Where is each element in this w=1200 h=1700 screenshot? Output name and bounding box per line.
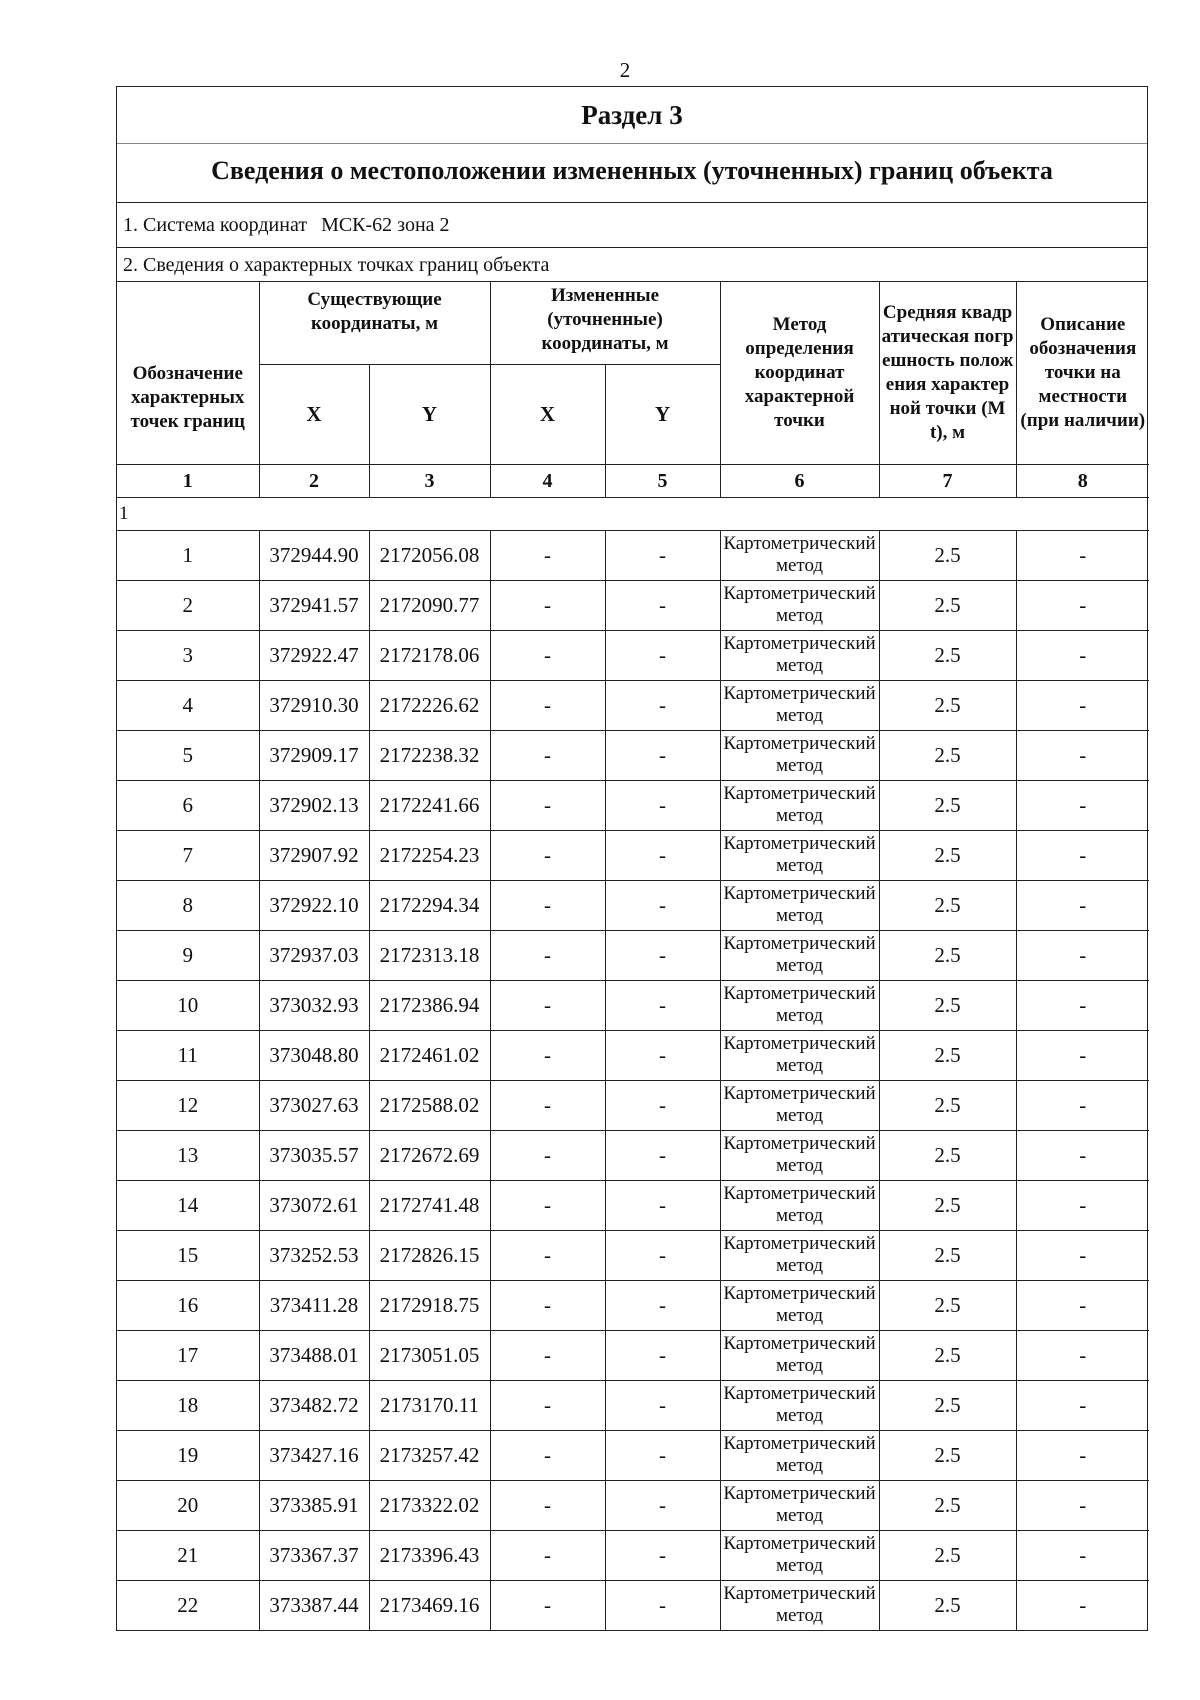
- existing-y-cell: 2173396.43: [369, 1530, 490, 1580]
- method-cell: Картометрический метод: [720, 680, 879, 730]
- existing-x-cell: 373411.28: [259, 1280, 369, 1330]
- existing-x-cell: 372907.92: [259, 830, 369, 880]
- method-cell: Картометрический метод: [720, 1580, 879, 1630]
- mt-cell: 2.5: [879, 1180, 1016, 1230]
- existing-x-cell: 372902.13: [259, 780, 369, 830]
- mt-cell: 2.5: [879, 1580, 1016, 1630]
- mt-cell: 2.5: [879, 780, 1016, 830]
- header-existing-coords: Существующие координаты, м: [259, 282, 490, 364]
- column-number: 6: [720, 464, 879, 497]
- changed-x-cell: -: [490, 1580, 605, 1630]
- point-number-cell: 6: [117, 780, 259, 830]
- mt-cell: 2.5: [879, 1230, 1016, 1280]
- header-mt: Средняя квадратическая погрешность положения характерной точки (Mt), м: [879, 282, 1016, 464]
- existing-x-cell: 373427.16: [259, 1430, 369, 1480]
- changed-y-cell: -: [605, 1430, 720, 1480]
- mt-cell: 2.5: [879, 1080, 1016, 1130]
- description-cell: -: [1016, 680, 1149, 730]
- existing-x-cell: 372909.17: [259, 730, 369, 780]
- header-changed-x: X: [490, 364, 605, 464]
- existing-y-cell: 2172461.02: [369, 1030, 490, 1080]
- changed-y-cell: -: [605, 530, 720, 580]
- changed-y-cell: -: [605, 880, 720, 930]
- existing-y-cell: 2173170.11: [369, 1380, 490, 1430]
- mt-cell: 2.5: [879, 1530, 1016, 1580]
- changed-x-cell: -: [490, 530, 605, 580]
- point-number-cell: 15: [117, 1230, 259, 1280]
- changed-y-cell: -: [605, 580, 720, 630]
- existing-y-cell: 2172313.18: [369, 930, 490, 980]
- changed-x-cell: -: [490, 1130, 605, 1180]
- point-number-cell: 10: [117, 980, 259, 1030]
- changed-x-cell: -: [490, 1480, 605, 1530]
- changed-x-cell: -: [490, 1180, 605, 1230]
- changed-y-cell: -: [605, 680, 720, 730]
- mt-cell: 2.5: [879, 1130, 1016, 1180]
- mt-cell: 2.5: [879, 1380, 1016, 1430]
- point-number-cell: 18: [117, 1380, 259, 1430]
- description-cell: -: [1016, 1480, 1149, 1530]
- changed-x-cell: -: [490, 1230, 605, 1280]
- table-row: [117, 1180, 1149, 1230]
- existing-x-cell: 372922.47: [259, 630, 369, 680]
- point-number-cell: 8: [117, 880, 259, 930]
- changed-y-cell: -: [605, 1280, 720, 1330]
- existing-y-cell: 2172672.69: [369, 1130, 490, 1180]
- method-cell: Картометрический метод: [720, 1080, 879, 1130]
- method-cell: Картометрический метод: [720, 580, 879, 630]
- changed-x-cell: -: [490, 730, 605, 780]
- existing-y-cell: 2172918.75: [369, 1280, 490, 1330]
- point-number-cell: 19: [117, 1430, 259, 1480]
- mt-cell: 2.5: [879, 980, 1016, 1030]
- changed-y-cell: -: [605, 1330, 720, 1380]
- existing-x-cell: 373072.61: [259, 1180, 369, 1230]
- table-row: [117, 580, 1149, 630]
- table-row: [117, 1530, 1149, 1580]
- coordinate-system-value: МСК-62 зона 2: [321, 214, 450, 236]
- mt-cell: 2.5: [879, 580, 1016, 630]
- existing-x-cell: 372941.57: [259, 580, 369, 630]
- method-cell: Картометрический метод: [720, 1280, 879, 1330]
- method-cell: Картометрический метод: [720, 830, 879, 880]
- section-sheet: [116, 86, 1148, 1631]
- header-description: Описание обозначения точки на местности (при наличии): [1016, 282, 1149, 464]
- existing-x-cell: 373252.53: [259, 1230, 369, 1280]
- existing-y-cell: 2172241.66: [369, 780, 490, 830]
- changed-x-cell: -: [490, 880, 605, 930]
- method-cell: Картометрический метод: [720, 1130, 879, 1180]
- table-row: [117, 780, 1149, 830]
- contour-label: 1: [117, 497, 1149, 530]
- mt-cell: 2.5: [879, 1330, 1016, 1380]
- changed-y-cell: -: [605, 930, 720, 980]
- method-cell: Картометрический метод: [720, 1030, 879, 1080]
- table-row: [117, 1130, 1149, 1180]
- changed-x-cell: -: [490, 1330, 605, 1380]
- table-row: [117, 1380, 1149, 1430]
- existing-x-cell: 372922.10: [259, 880, 369, 930]
- point-number-cell: 16: [117, 1280, 259, 1330]
- table-row: [117, 1580, 1149, 1630]
- method-cell: Картометрический метод: [720, 730, 879, 780]
- method-cell: Картометрический метод: [720, 930, 879, 980]
- column-number: 1: [117, 464, 259, 497]
- page-number: 2: [619, 58, 631, 82]
- table-row: [117, 830, 1149, 880]
- changed-y-cell: -: [605, 1480, 720, 1530]
- existing-y-cell: 2172238.32: [369, 730, 490, 780]
- column-number: 8: [1016, 464, 1149, 497]
- points-heading: 2. Сведения о характерных точках границ объекта: [117, 248, 1147, 282]
- changed-x-cell: -: [490, 1030, 605, 1080]
- description-cell: -: [1016, 980, 1149, 1030]
- mt-cell: 2.5: [879, 630, 1016, 680]
- point-number-cell: 9: [117, 930, 259, 980]
- changed-x-cell: -: [490, 780, 605, 830]
- point-number-cell: 14: [117, 1180, 259, 1230]
- method-cell: Картометрический метод: [720, 1480, 879, 1530]
- changed-x-cell: -: [490, 630, 605, 680]
- section-subtitle: Сведения о местоположении измененных (уточненных) границ объекта: [117, 144, 1147, 203]
- points-table: [117, 282, 1149, 1630]
- mt-cell: 2.5: [879, 730, 1016, 780]
- table-row: [117, 530, 1149, 580]
- table-row: [117, 1030, 1149, 1080]
- header-changed-coords: Измененные (уточненные) координаты, м: [490, 282, 720, 364]
- existing-y-cell: 2173257.42: [369, 1430, 490, 1480]
- table-row: [117, 1080, 1149, 1130]
- table-row: [117, 980, 1149, 1030]
- table-row: [117, 630, 1149, 680]
- description-cell: -: [1016, 830, 1149, 880]
- point-number-cell: 20: [117, 1480, 259, 1530]
- point-number-cell: 17: [117, 1330, 259, 1380]
- method-cell: Картометрический метод: [720, 1430, 879, 1480]
- existing-x-cell: 373027.63: [259, 1080, 369, 1130]
- changed-x-cell: -: [490, 830, 605, 880]
- description-cell: -: [1016, 1380, 1149, 1430]
- point-number-cell: 3: [117, 630, 259, 680]
- mt-cell: 2.5: [879, 1480, 1016, 1530]
- description-cell: -: [1016, 530, 1149, 580]
- table-row: [117, 1280, 1149, 1330]
- table-row: [117, 1430, 1149, 1480]
- changed-y-cell: -: [605, 630, 720, 680]
- description-cell: -: [1016, 730, 1149, 780]
- changed-x-cell: -: [490, 980, 605, 1030]
- section-title: Раздел 3: [117, 87, 1147, 144]
- description-cell: -: [1016, 1530, 1149, 1580]
- existing-x-cell: 372944.90: [259, 530, 369, 580]
- method-cell: Картометрический метод: [720, 1230, 879, 1280]
- point-number-cell: 5: [117, 730, 259, 780]
- coordinate-system-row: [117, 203, 1147, 248]
- existing-x-cell: 373367.37: [259, 1530, 369, 1580]
- column-number: 3: [369, 464, 490, 497]
- method-cell: Картометрический метод: [720, 530, 879, 580]
- existing-x-cell: 373385.91: [259, 1480, 369, 1530]
- changed-y-cell: -: [605, 780, 720, 830]
- point-number-cell: 11: [117, 1030, 259, 1080]
- column-number: 4: [490, 464, 605, 497]
- description-cell: -: [1016, 880, 1149, 930]
- coordinate-system-label: 1. Система координат: [123, 214, 308, 236]
- table-row: [117, 880, 1149, 930]
- header-changed-y: Y: [605, 364, 720, 464]
- table-row: [117, 1330, 1149, 1380]
- column-number: 2: [259, 464, 369, 497]
- description-cell: -: [1016, 780, 1149, 830]
- existing-x-cell: 372910.30: [259, 680, 369, 730]
- existing-y-cell: 2173322.02: [369, 1480, 490, 1530]
- method-cell: Картометрический метод: [720, 880, 879, 930]
- header-existing-y: Y: [369, 364, 490, 464]
- description-cell: -: [1016, 630, 1149, 680]
- table-row: [117, 1230, 1149, 1280]
- column-number: 5: [605, 464, 720, 497]
- mt-cell: 2.5: [879, 930, 1016, 980]
- method-cell: Картометрический метод: [720, 630, 879, 680]
- description-cell: -: [1016, 580, 1149, 630]
- mt-cell: 2.5: [879, 530, 1016, 580]
- point-number-cell: 12: [117, 1080, 259, 1130]
- header-existing-x: X: [259, 364, 369, 464]
- existing-y-cell: 2172386.94: [369, 980, 490, 1030]
- method-cell: Картометрический метод: [720, 1330, 879, 1380]
- description-cell: -: [1016, 1230, 1149, 1280]
- method-cell: Картометрический метод: [720, 780, 879, 830]
- existing-y-cell: 2172254.23: [369, 830, 490, 880]
- existing-y-cell: 2172588.02: [369, 1080, 490, 1130]
- point-number-cell: 21: [117, 1530, 259, 1580]
- existing-y-cell: 2172226.62: [369, 680, 490, 730]
- changed-x-cell: -: [490, 1380, 605, 1430]
- existing-x-cell: 373482.72: [259, 1380, 369, 1430]
- changed-x-cell: -: [490, 930, 605, 980]
- changed-y-cell: -: [605, 1080, 720, 1130]
- existing-y-cell: 2172056.08: [369, 530, 490, 580]
- changed-y-cell: -: [605, 830, 720, 880]
- changed-y-cell: -: [605, 980, 720, 1030]
- method-cell: Картометрический метод: [720, 1530, 879, 1580]
- method-cell: Картометрический метод: [720, 980, 879, 1030]
- changed-y-cell: -: [605, 1030, 720, 1080]
- description-cell: -: [1016, 1080, 1149, 1130]
- point-number-cell: 13: [117, 1130, 259, 1180]
- description-cell: -: [1016, 1030, 1149, 1080]
- table-row: [117, 730, 1149, 780]
- header-point-designation: Обозначение характерных точек границ: [117, 282, 259, 464]
- changed-x-cell: -: [490, 1080, 605, 1130]
- description-cell: -: [1016, 1330, 1149, 1380]
- description-cell: -: [1016, 930, 1149, 980]
- mt-cell: 2.5: [879, 830, 1016, 880]
- point-number-cell: 7: [117, 830, 259, 880]
- existing-y-cell: 2172178.06: [369, 630, 490, 680]
- mt-cell: 2.5: [879, 680, 1016, 730]
- table-row: [117, 930, 1149, 980]
- column-numbers-row: [117, 464, 1149, 497]
- existing-x-cell: 373032.93: [259, 980, 369, 1030]
- description-cell: -: [1016, 1430, 1149, 1480]
- header-method: Метод определения координат характерной точки: [720, 282, 879, 464]
- existing-y-cell: 2172826.15: [369, 1230, 490, 1280]
- mt-cell: 2.5: [879, 1030, 1016, 1080]
- changed-x-cell: -: [490, 580, 605, 630]
- method-cell: Картометрический метод: [720, 1180, 879, 1230]
- point-number-cell: 22: [117, 1580, 259, 1630]
- mt-cell: 2.5: [879, 880, 1016, 930]
- description-cell: -: [1016, 1130, 1149, 1180]
- changed-x-cell: -: [490, 1280, 605, 1330]
- changed-y-cell: -: [605, 1180, 720, 1230]
- point-number-cell: 2: [117, 580, 259, 630]
- description-cell: -: [1016, 1580, 1149, 1630]
- description-cell: -: [1016, 1180, 1149, 1230]
- changed-y-cell: -: [605, 1530, 720, 1580]
- existing-x-cell: 373035.57: [259, 1130, 369, 1180]
- existing-y-cell: 2172090.77: [369, 580, 490, 630]
- point-number-cell: 4: [117, 680, 259, 730]
- contour-row: [117, 497, 1149, 530]
- existing-y-cell: 2173051.05: [369, 1330, 490, 1380]
- changed-x-cell: -: [490, 680, 605, 730]
- mt-cell: 2.5: [879, 1430, 1016, 1480]
- column-number: 7: [879, 464, 1016, 497]
- description-cell: -: [1016, 1280, 1149, 1330]
- changed-x-cell: -: [490, 1430, 605, 1480]
- method-cell: Картометрический метод: [720, 1380, 879, 1430]
- existing-y-cell: 2172741.48: [369, 1180, 490, 1230]
- changed-y-cell: -: [605, 1580, 720, 1630]
- changed-y-cell: -: [605, 1230, 720, 1280]
- existing-x-cell: 373488.01: [259, 1330, 369, 1380]
- existing-y-cell: 2172294.34: [369, 880, 490, 930]
- existing-x-cell: 373387.44: [259, 1580, 369, 1630]
- changed-x-cell: -: [490, 1530, 605, 1580]
- changed-y-cell: -: [605, 730, 720, 780]
- changed-y-cell: -: [605, 1380, 720, 1430]
- mt-cell: 2.5: [879, 1280, 1016, 1330]
- existing-y-cell: 2173469.16: [369, 1580, 490, 1630]
- existing-x-cell: 372937.03: [259, 930, 369, 980]
- point-number-cell: 1: [117, 530, 259, 580]
- table-row: [117, 1480, 1149, 1530]
- changed-y-cell: -: [605, 1130, 720, 1180]
- existing-x-cell: 373048.80: [259, 1030, 369, 1080]
- table-row: [117, 680, 1149, 730]
